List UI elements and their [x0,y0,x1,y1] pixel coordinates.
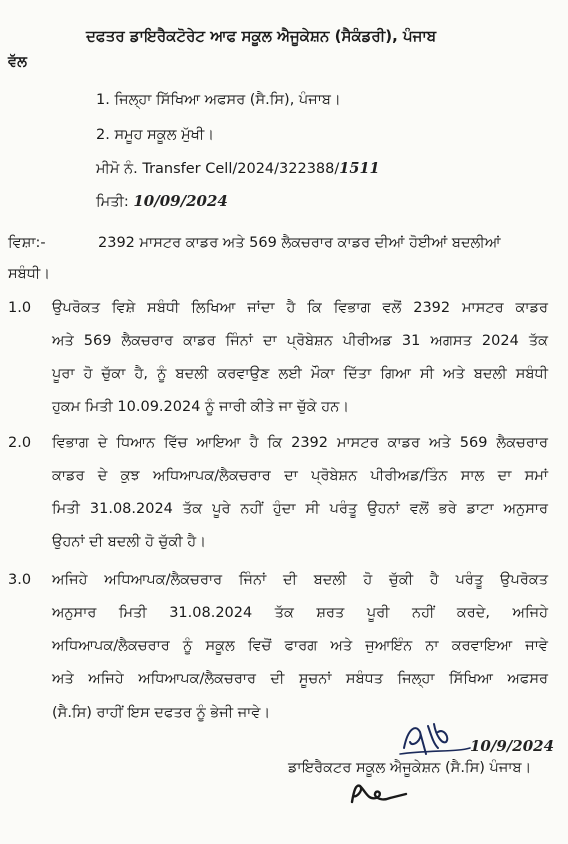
paragraph-1-line: ਹੁਕਮ ਮਿਤੀ 10.09.2024 ਨੂੰ ਜਾਰੀ ਕੀਤੇ ਜਾ ਚੁੱਕੇ ਹਨ। [52,399,350,415]
paragraph-2-line: ਵਿਭਾਗ ਦੇ ਧਿਆਨ ਵਿੱਚ ਆਇਆ ਹੈ ਕਿ 2392 ਮਾਸਟਰ ਕਾਡਰ ਅਤੇ 569 ਲੈਕਚਰਾਰ [52,435,548,451]
date-line [96,191,228,212]
signature-handwritten-date: 10/9/2024 [470,737,555,755]
paragraph-1-line: ਪੂਰਾ ਹੋ ਚੁੱਕਾ ਹੈ, ਨੂੰ ਬਦਲੀ ਕਰਵਾਉਣ ਲਈ ਮੌਕਾ ਦਿੱਤਾ ਗਿਆ ਸੀ ਅਤੇ ਬਦਲੀ ਸਬੰਧੀ [52,366,548,382]
page-title: ਦਫਤਰ ਡਾਇਰੈਕਟੋਰੇਟ ਆਫ ਸਕੂਲ ਐਜੂਕੇਸ਼ਨ (ਸੈਕੰਡਰੀ), ਪੰਜਾਬ [86,27,437,45]
memo-number: Transfer Cell/2024/322388/ [142,161,340,177]
recipient-1: 1. ਜਿਲ੍ਹਾ ਸਿੱਖਿਆ ਅਫਸਰ (ਸੈ.ਸਿ), ਪੰਜਾਬ। [96,92,341,108]
memo-handwritten-number: 1511 [339,160,380,177]
signatory-designation: ਡਾਇਰੈਕਟਰ ਸਕੂਲ ਐਜੂਕੇਸ਼ਨ (ਸੈ.ਸਿ) ਪੰਜਾਬ। [288,760,532,776]
memo-label: ਮੀਮੋ ਨੰ. [96,161,138,177]
subject-line-2: ਸਬੰਧੀ। [8,266,50,282]
paragraph-2-number: 2.0 [8,435,32,451]
date-label: ਮਿਤੀ: [96,194,129,210]
subject-label: ਵਿਸ਼ਾ:- [8,235,46,251]
paragraph-3-number: 3.0 [8,572,32,588]
paragraph-2-line: ਉਹਨਾਂ ਦੀ ਬਦਲੀ ਹੋ ਚੁੱਕੀ ਹੈ। [52,534,206,550]
recipient-2: 2. ਸਮੂਹ ਸਕੂਲ ਮੁੱਖੀ। [96,127,214,143]
memo-line [96,159,380,179]
paragraph-3-line: ਅਧਿਆਪਕ/ਲੈਕਚਰਾਰ ਨੂੰ ਸਕੂਲ ਵਿਚੋਂ ਫਾਰਗ ਅਤੇ ਜੁਆਇੰਨ ਨਾ ਕਰਵਾਇਆ ਜਾਵੇ [52,638,548,654]
paragraph-1-line: ਅਤੇ 569 ਲੈਕਚਰਾਰ ਕਾਡਰ ਜਿੰਨਾਂ ਦਾ ਪ੍ਰੋਬੇਸ਼ਨ ਪੀਰੀਅਡ 31 ਅਗਸਤ 2024 ਤੱਕ [52,333,549,349]
paragraph-3-line: ਅਤੇ ਅਜਿਹੇ ਅਧਿਆਪਕ/ਲੈਕਚਰਾਰ ਦੀ ਸੂਚਨਾਂ ਸਬੰਧਤ ਜਿਲ੍ਹਾ ਸਿੱਖਿਆ ਅਫਸਰ [52,671,548,687]
paragraph-3-line: ਅਨੁਸਾਰ ਮਿਤੀ 31.08.2024 ਤੱਕ ਸ਼ਰਤ ਪੂਰੀ ਨਹੀਂ ਕਰਦੇ, ਅਜਿਹੇ [52,605,548,621]
paragraph-2-line: ਕਾਡਰ ਦੇ ਕੁਝ ਅਧਿਆਪਕ/ਲੈਕਚਰਾਰ ਦਾ ਪ੍ਰੋਬੇਸ਼ਨ ਪੀਰੀਅਡ/ਤਿੰਨ ਸਾਲ ਦਾ ਸਮਾਂ [52,468,548,484]
paragraph-1-line: ਉਪਰੋਕਤ ਵਿਸ਼ੇ ਸਬੰਧੀ ਲਿਖਿਆ ਜਾਂਦਾ ਹੈ ਕਿ ਵਿਭਾਗ ਵਲੋਂ 2392 ਮਾਸਟਰ ਕਾਡਰ [52,300,548,316]
paragraph-2-line: ਮਿਤੀ 31.08.2024 ਤੱਕ ਪੂਰੇ ਨਹੀਂ ਹੁੰਦਾ ਸੀ ਪਰੰਤੂ ਉਹਨਾਂ ਵਲੋਂ ਭਰੇ ਡਾਟਾ ਅਨੁਸਾਰ [52,501,548,517]
paragraph-3-line: (ਸੈ.ਸਿ) ਰਾਹੀਂ ਇਸ ਦਫਤਰ ਨੂੰ ਭੇਜੀ ਜਾਵੇ। [52,705,271,721]
initials-image [346,778,416,810]
to-label: ਵੱਲ [8,54,27,70]
paragraph-1-number: 1.0 [8,300,32,316]
paragraph-3-line: ਅਜਿਹੇ ਅਧਿਆਪਕ/ਲੈਕਚਰਾਰ ਜਿੰਨਾਂ ਦੀ ਬਦਲੀ ਹੋ ਚੁੱਕੀ ਹੈ ਪਰੰਤੂ ਉਪਰੋਕਤ [52,572,548,588]
date-handwritten: 10/09/2024 [133,192,228,210]
subject-line-1: 2392 ਮਾਸਟਰ ਕਾਡਰ ਅਤੇ 569 ਲੈਕਚਰਾਰ ਕਾਡਰ ਦੀਆਂ ਹੋਈਆਂ ਬਦਲੀਆਂ [98,235,501,251]
